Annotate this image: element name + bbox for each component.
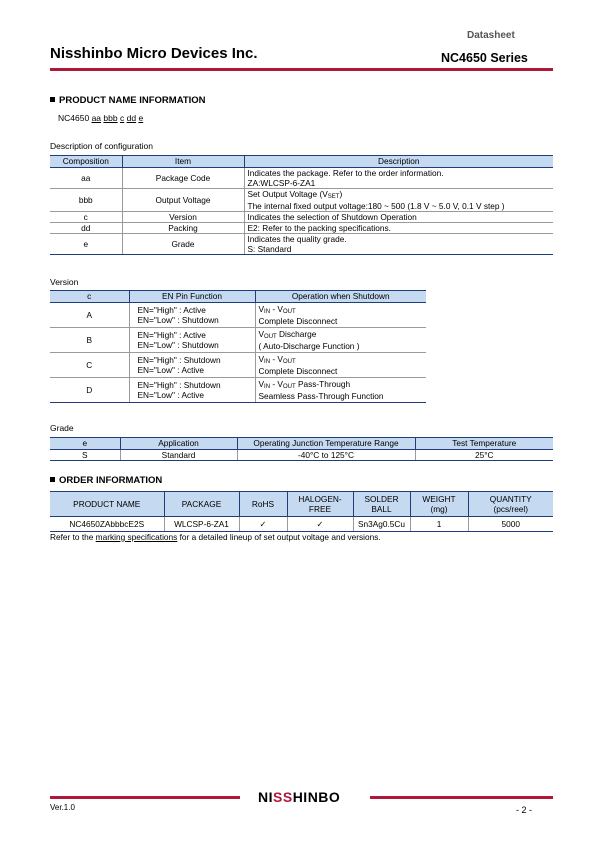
footer-rule-left	[50, 796, 240, 799]
header-cell: EN Pin Function	[129, 291, 255, 303]
table-row: NC4650ZAbbbcE2S WLCSP-6-ZA1 ✓ ✓ Sn3Ag0.5Cu 1 5000	[50, 517, 553, 532]
series-name: NC4650 Series	[441, 51, 528, 65]
header-cell: Composition	[50, 156, 122, 168]
grade-caption: Grade	[50, 423, 74, 433]
version-label: Ver.1.0	[50, 803, 75, 812]
header-cell: PACKAGE	[164, 492, 239, 517]
table-row: e Grade Indicates the quality grade. S: Standard	[50, 234, 553, 255]
table-row: D EN="High" : Shutdown EN="Low" : Active $V_{IN} - V_{OUT}$ Pass-Through Seamless Pass-Through Function	[50, 378, 426, 403]
header-cell: SOLDER BALL	[353, 492, 410, 517]
header-cell: Description	[244, 156, 553, 168]
header-cell: e	[50, 438, 120, 450]
order-table	[50, 491, 553, 532]
config-caption: Description of configuration	[50, 141, 154, 151]
config-table	[50, 155, 553, 255]
version-table	[50, 290, 426, 403]
header-cell: c	[50, 291, 129, 303]
marking-spec-link[interactable]: marking specifications	[95, 532, 178, 542]
part-number-pattern: NC4650 aa bbb c dd e	[58, 113, 144, 123]
header-cell: Item	[122, 156, 244, 168]
header-cell: Application	[120, 438, 237, 450]
table-row: S Standard -40°C to 125°C 25°C	[50, 450, 553, 461]
bullet-square-icon	[50, 97, 55, 102]
header-cell: QUANTITY (pcs/reel)	[468, 492, 553, 517]
table-row: c Version Indicates the selection of Shutdown Operation	[50, 212, 553, 223]
grade-table	[50, 437, 553, 461]
check-icon: ✓	[239, 517, 287, 532]
order-info-heading: ORDER INFORMATION	[50, 475, 162, 486]
page-number: - 2 -	[516, 805, 533, 815]
header-cell: PRODUCT NAME	[50, 492, 164, 517]
header-cell: HALOGEN- FREE	[287, 492, 353, 517]
company-name: Nisshinbo Micro Devices Inc.	[50, 45, 258, 62]
product-name-heading: PRODUCT NAME INFORMATION	[50, 95, 206, 106]
order-note: Refer to the marking specifications for a detailed lineup of set output voltage and versions.	[50, 532, 381, 542]
bullet-square-icon	[50, 477, 55, 482]
check-icon: ✓	[287, 517, 353, 532]
table-row: B EN="High" : Active EN="Low" : Shutdown $V_{OUT}$ Discharge ( Auto-Discharge Function )	[50, 328, 426, 353]
table-row: A EN="High" : Active EN="Low" : Shutdown $V_{IN} - V_{OUT}$ Complete Disconnect	[50, 303, 426, 328]
table-row: aa Package Code Indicates the package. Refer to the order information. ZA:WLCSP-6-ZA1	[50, 168, 553, 189]
table-row: bbb Output Voltage Set Output Voltage $(V_{SET})$ The internal fixed output voltage:180 ~ 500 (1.8 V ~ 5.0 V, 0.1 V step )	[50, 189, 553, 212]
table-row: dd Packing E2: Refer to the packing specifications.	[50, 223, 553, 234]
nisshinbo-logo: NISSHINBO	[258, 789, 341, 805]
header-cell: Operating Junction Temperature Range	[237, 438, 415, 450]
footer-rule-right	[370, 796, 553, 799]
table-row: C EN="High" : Shutdown EN="Low" : Active $V_{IN} - V_{OUT}$ Complete Disconnect	[50, 353, 426, 378]
header-cell: RoHS	[239, 492, 287, 517]
header-cell: WEIGHT (mg)	[410, 492, 468, 517]
header-cell: Operation when Shutdown	[255, 291, 426, 303]
version-caption: Version	[50, 277, 79, 287]
document-type: Datasheet	[467, 30, 515, 41]
header-rule	[50, 68, 553, 71]
header-cell: Test Temperature	[415, 438, 553, 450]
